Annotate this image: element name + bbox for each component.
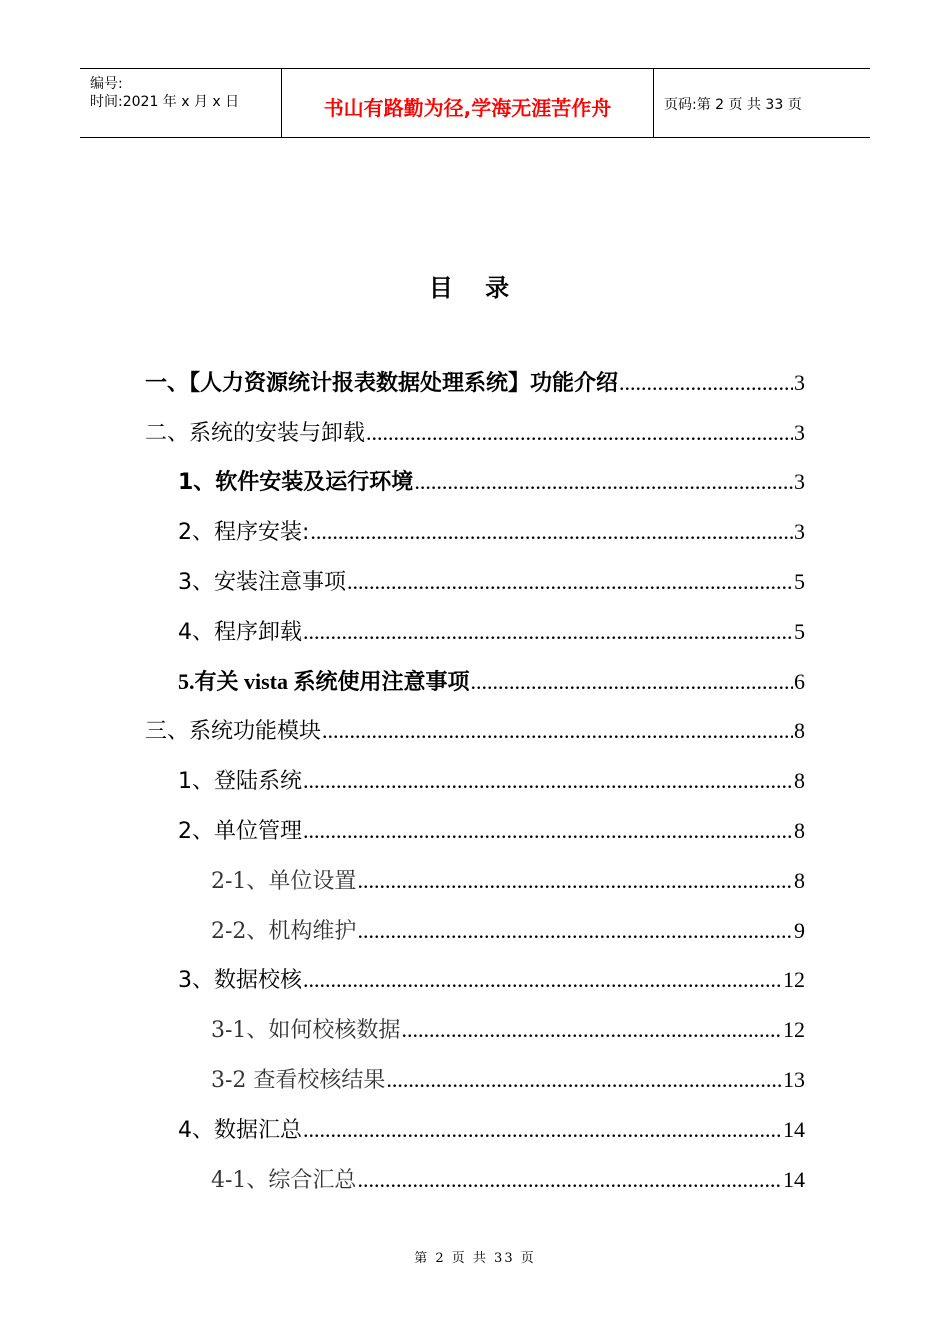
toc-entry-comprehensive-summary[interactable] <box>211 1165 805 1195</box>
toc-entry-program-install[interactable] <box>178 517 805 547</box>
toc-entry-data-check[interactable] <box>178 965 805 995</box>
header-motto-cell <box>281 69 654 137</box>
toc-entry-label: 2-1、单位设置 <box>211 869 357 894</box>
toc-entry-label: 4、程序卸载 <box>178 620 302 645</box>
toc-entry-label: 3、安装注意事项 <box>178 570 346 595</box>
toc-leader-dots <box>471 667 793 697</box>
header-info-cell <box>80 69 280 137</box>
toc-leader-dots <box>303 965 782 995</box>
toc-entry-function-modules[interactable] <box>145 716 805 746</box>
toc-page-number: 3 <box>794 469 805 494</box>
toc-entry-label: 5.有关 vista 系统使用注意事项 <box>178 669 470 694</box>
toc-leader-dots <box>303 617 793 647</box>
toc-leader-dots <box>414 467 793 497</box>
toc-page-number: 14 <box>783 1117 805 1142</box>
toc-entry-data-summary[interactable] <box>178 1115 805 1145</box>
toc-entry-how-to-check[interactable] <box>211 1015 805 1045</box>
toc-page-number: 14 <box>783 1167 805 1192</box>
toc-entry-install-uninstall[interactable] <box>145 418 805 448</box>
toc-page-number: 3 <box>794 420 805 445</box>
toc-leader-dots <box>347 567 793 597</box>
toc-leader-dots <box>310 517 793 547</box>
toc-page-number: 5 <box>794 619 805 644</box>
toc-entry-install-notes[interactable] <box>178 567 805 597</box>
toc-entry-unit-management[interactable] <box>178 816 805 846</box>
header-motto: 书山有路勤为径,学海无涯苦作舟 <box>323 96 612 120</box>
toc-entry-label: 2、单位管理 <box>178 819 302 844</box>
page-header <box>80 68 870 138</box>
toc-leader-dots <box>303 766 793 796</box>
header-page-cell <box>654 69 870 137</box>
page-footer: 第 2 页 共 33 页 <box>414 1251 536 1266</box>
toc-leader-dots <box>303 816 793 846</box>
toc-title: 目 录 <box>428 274 522 302</box>
toc-leader-dots <box>357 916 793 946</box>
toc-page-number: 12 <box>783 1017 805 1042</box>
toc-page-number: 13 <box>783 1067 805 1092</box>
toc-entry-function-intro[interactable] <box>145 368 805 398</box>
toc-page-number: 5 <box>794 569 805 594</box>
serial-label: 编号: <box>90 76 123 92</box>
toc-page-number: 8 <box>794 718 805 743</box>
toc-leader-dots <box>303 1115 782 1145</box>
toc-page-number: 6 <box>794 669 805 694</box>
toc-leader-dots <box>401 1015 782 1045</box>
header-page-info: 页码:第 2 页 共 33 页 <box>664 97 802 113</box>
toc-entry-label: 4-1、综合汇总 <box>211 1168 357 1193</box>
toc-leader-dots <box>619 368 793 398</box>
toc-leader-dots <box>357 1165 782 1195</box>
toc-entry-view-check-results[interactable] <box>211 1065 805 1095</box>
toc-leader-dots <box>386 1065 782 1095</box>
toc-leader-dots <box>357 866 793 896</box>
toc-entry-label: 3-2 查看校核结果 <box>211 1068 386 1093</box>
toc-entry-label: 1、软件安装及运行环境 <box>178 470 414 495</box>
toc-entry-label: 一、【人力资源统计报表数据处理系统】功能介绍 <box>145 371 619 396</box>
toc-page-number: 3 <box>794 370 805 395</box>
toc-entry-label: 三、系统功能模块 <box>145 719 322 744</box>
toc-entry-label: 二、系统的安装与卸载 <box>145 421 366 446</box>
toc-entry-org-maintenance[interactable] <box>211 916 805 946</box>
toc-entry-software-env[interactable] <box>178 467 805 497</box>
toc-page-number: 8 <box>794 818 805 843</box>
toc-entry-login[interactable] <box>178 766 805 796</box>
toc-entry-label: 2、程序安装: <box>178 520 310 545</box>
toc-entry-label: 1、登陆系统 <box>178 769 302 794</box>
toc-leader-dots <box>322 716 793 746</box>
toc-entry-label: 2-2、机构维护 <box>211 919 357 944</box>
toc-page-number: 8 <box>794 768 805 793</box>
toc-entry-label: 3-1、如何校核数据 <box>211 1018 401 1043</box>
toc-entry-label: 4、数据汇总 <box>178 1118 302 1143</box>
toc-page-number: 3 <box>794 519 805 544</box>
toc-page-number: 8 <box>794 868 805 893</box>
time-label: 时间:2021 年 x 月 x 日 <box>90 94 240 110</box>
toc-entry-program-uninstall[interactable] <box>178 617 805 647</box>
toc-entry-label: 3、数据校核 <box>178 968 302 993</box>
toc-leader-dots <box>366 418 793 448</box>
toc-page-number: 9 <box>794 918 805 943</box>
toc-entry-vista-notes[interactable] <box>178 667 805 697</box>
toc-page-number: 12 <box>783 967 805 992</box>
toc-entry-unit-settings[interactable] <box>211 866 805 896</box>
